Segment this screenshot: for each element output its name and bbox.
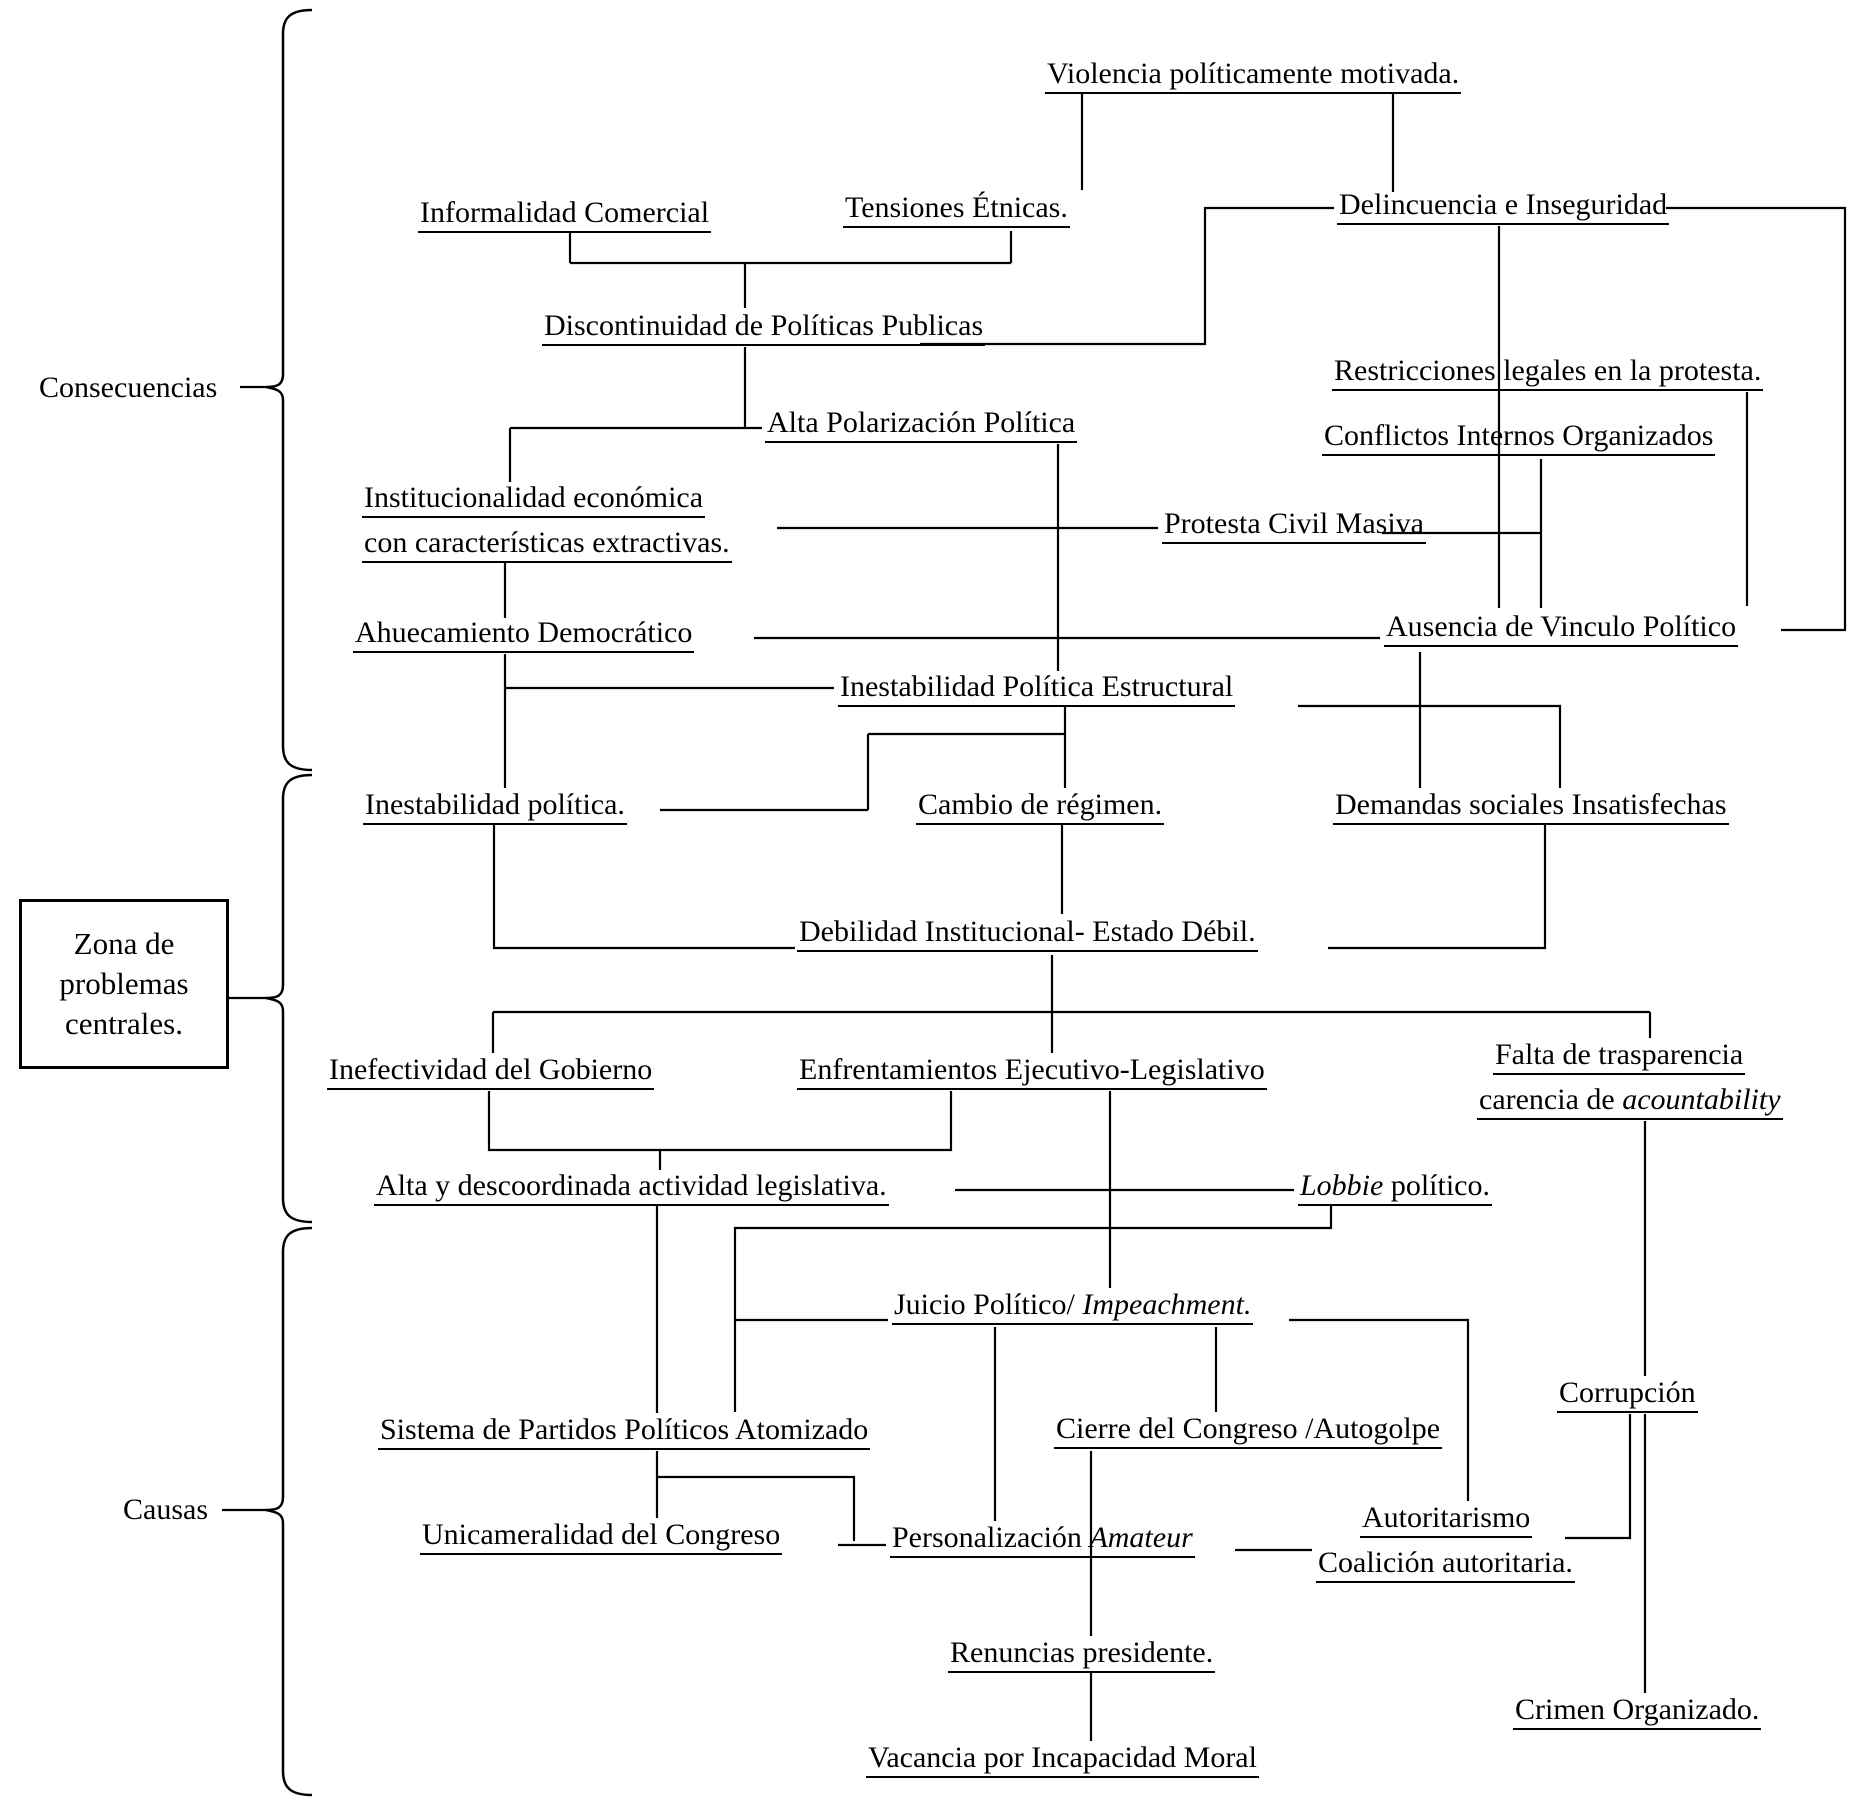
node-unicameralidad-congreso: Unicameralidad del Congreso [420, 1520, 782, 1555]
node-informalidad-comercial: Informalidad Comercial [418, 198, 711, 233]
node-cambio-de-regimen: Cambio de régimen. [916, 790, 1164, 825]
juicio-impeachment-italic: Impeachment. [1082, 1288, 1252, 1321]
node-cierre-congreso-autogolpe: Cierre del Congreso /Autogolpe [1054, 1414, 1442, 1449]
zona-line3: centrales. [65, 1006, 183, 1042]
node-discontinuidad-politicas-publicas: Discontinuidad de Políticas Publicas [542, 311, 985, 346]
brace-consecuencias [266, 10, 312, 770]
node-inestabilidad-politica-estructural: Inestabilidad Política Estructural [838, 672, 1235, 707]
falta-line2-accountability: acountability [1622, 1083, 1781, 1116]
zona-problemas-centrales-box [19, 899, 229, 1069]
brace-zona-central [266, 775, 312, 1222]
juicio-text: Juicio Político/ [894, 1288, 1083, 1321]
zona-line2: problemas [59, 965, 189, 1001]
section-label-consecuencias: Consecuencias [39, 371, 218, 404]
section-label-causas: Causas [123, 1493, 208, 1526]
lobbie-italic: Lobbie [1300, 1169, 1384, 1202]
node-debilidad-institucional: Debilidad Institucional- Estado Débil. [797, 917, 1258, 952]
node-personalizacion-amateur [890, 1523, 1195, 1558]
node-restricciones-legales-protesta: Restricciones legales en la protesta. [1332, 356, 1763, 391]
node-institucionalidad-economica-line1: Institucionalidad económica [362, 483, 705, 518]
node-sistema-partidos-atomizado: Sistema de Partidos Políticos Atomizado [378, 1415, 870, 1450]
personalizacion-amateur-italic: Amateur [1089, 1521, 1193, 1554]
falta-line2-text: carencia de [1479, 1083, 1623, 1116]
node-conflictos-internos-organizados: Conflictos Internos Organizados [1322, 421, 1715, 456]
node-inefectividad-gobierno: Inefectividad del Gobierno [327, 1055, 654, 1090]
node-lobbie-politico [1298, 1171, 1492, 1206]
node-inestabilidad-politica: Inestabilidad política. [363, 790, 627, 825]
node-tensiones-etnicas: Tensiones Étnicas. [843, 193, 1070, 228]
node-demandas-sociales-insatisfechas: Demandas sociales Insatisfechas [1333, 790, 1729, 825]
node-ahuecamiento-democratico: Ahuecamiento Democrático [353, 618, 694, 653]
node-violencia-politicamente-motivada: Violencia políticamente motivada. [1045, 59, 1461, 94]
node-alta-descoordinada-actividad-legislativa: Alta y descoordinada actividad legislativa. [374, 1171, 889, 1206]
node-falta-trasparencia-line2 [1477, 1085, 1783, 1120]
node-institucionalidad-economica-line2: con características extractivas. [362, 528, 732, 563]
node-enfrentamientos-ejecutivo-legislativo: Enfrentamientos Ejecutivo-Legislativo [797, 1055, 1267, 1090]
node-vacancia-incapacidad-moral: Vacancia por Incapacidad Moral [866, 1743, 1259, 1778]
node-falta-trasparencia-line1: Falta de trasparencia [1493, 1040, 1745, 1075]
zona-line1: Zona de [73, 925, 175, 961]
node-ausencia-vinculo-politico: Ausencia de Vinculo Político [1384, 612, 1738, 647]
node-coalicion-autoritaria: Coalición autoritaria. [1316, 1548, 1575, 1583]
lobbie-rest: político. [1383, 1169, 1490, 1202]
node-autoritarismo: Autoritarismo [1360, 1503, 1532, 1538]
node-protesta-civil-masiva: Protesta Civil Masiva [1162, 509, 1426, 544]
node-renuncias-presidente: Renuncias presidente. [948, 1638, 1215, 1673]
node-alta-polarizacion-politica: Alta Polarización Política [765, 408, 1077, 443]
personalizacion-text: Personalización [892, 1521, 1090, 1554]
node-delincuencia-inseguridad: Delincuencia e Inseguridad [1337, 190, 1669, 225]
brace-causas [266, 1228, 312, 1795]
node-corrupcion: Corrupción [1557, 1378, 1698, 1413]
node-crimen-organizado: Crimen Organizado. [1513, 1695, 1761, 1730]
node-juicio-politico-impeachment [892, 1290, 1253, 1325]
